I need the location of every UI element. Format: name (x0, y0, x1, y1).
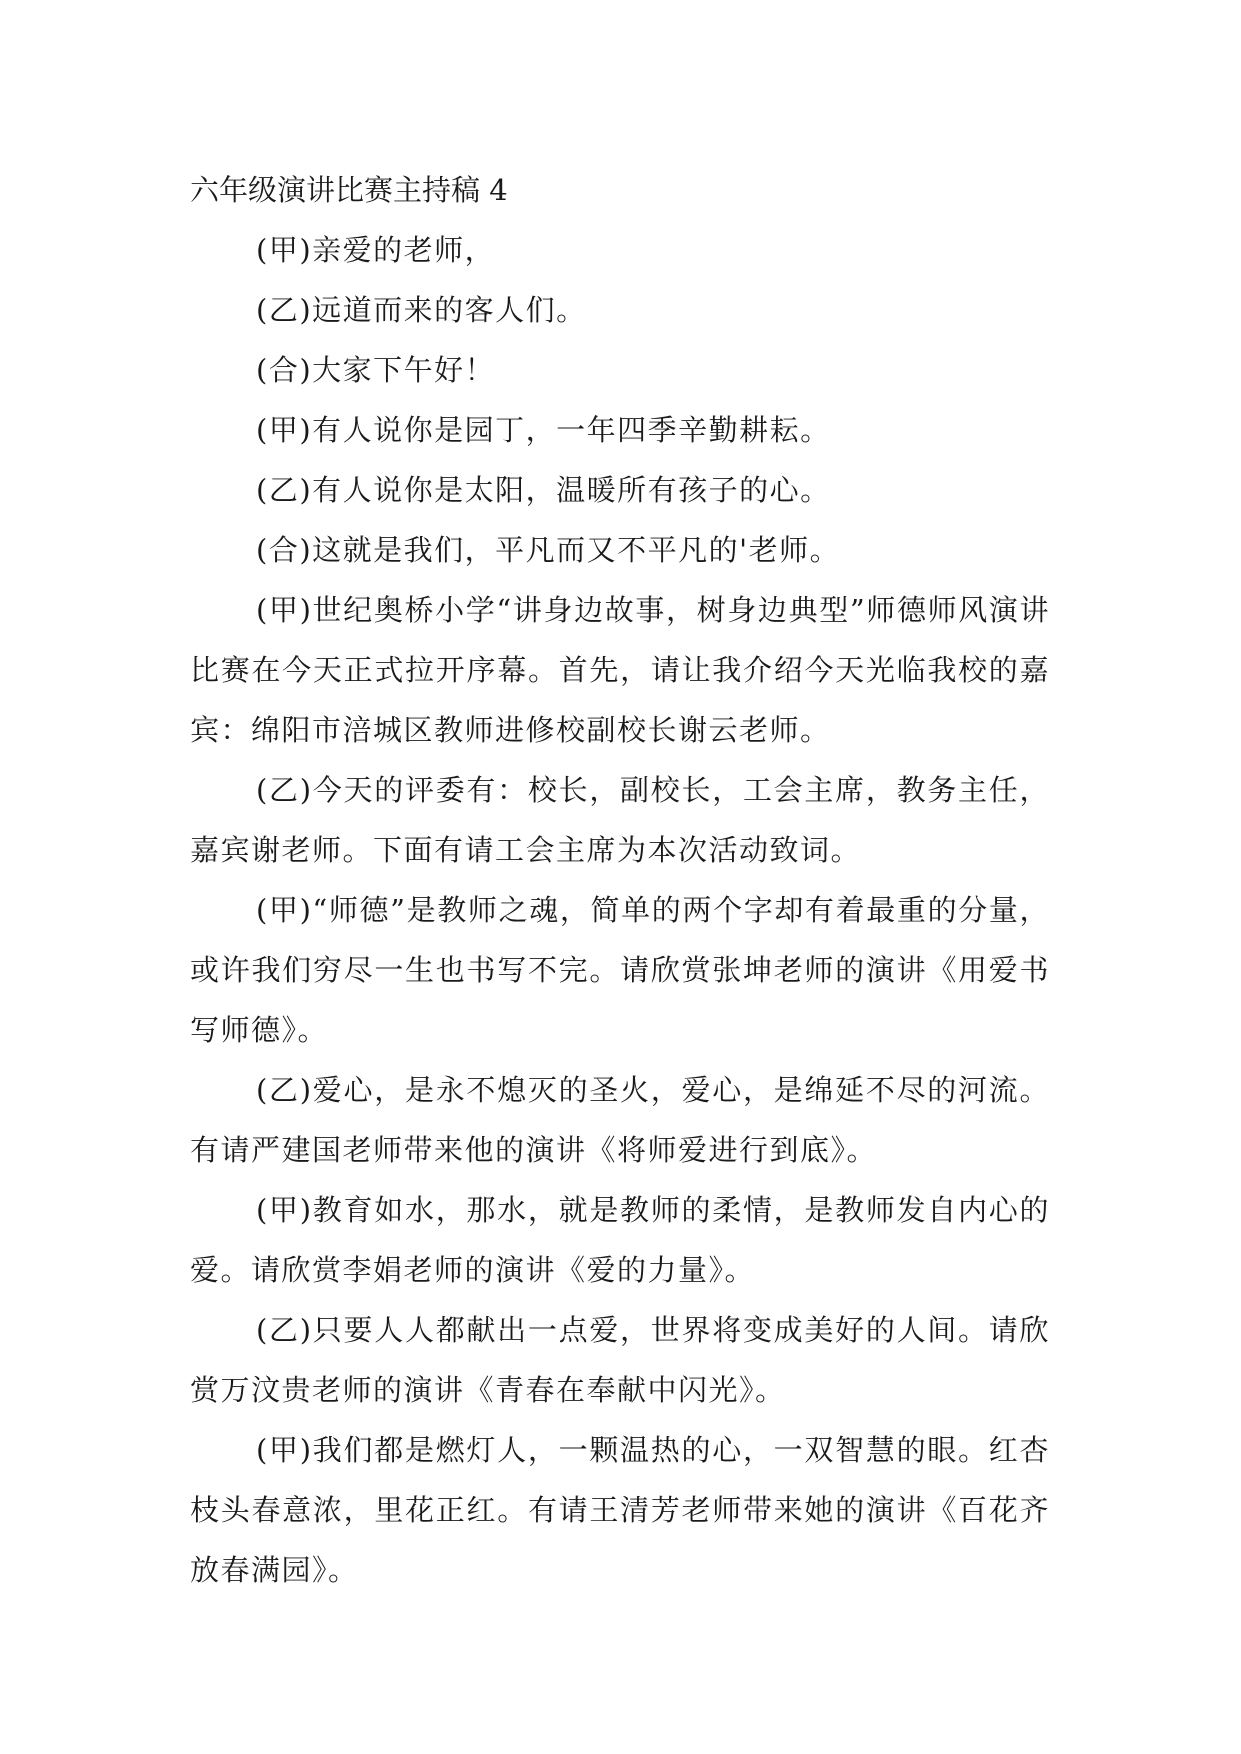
paragraph-3: (合)大家下午好！ (256, 353, 496, 387)
paragraph-1: (甲)亲爱的老师， (256, 233, 496, 267)
paragraph-10: (乙)爱心，是永不熄灭的圣火，爱心，是绵延不尽的河流。有请严建国老师带来他的演讲《将师爱进行到底》。 (190, 1073, 1050, 1167)
document-page (190, 160, 1050, 1600)
paragraph-11: (甲)教育如水，那水，就是教师的柔情，是教师发自内心的爱。请欣赏李娟老师的演讲《爱的力量》。 (190, 1193, 1050, 1287)
paragraph-7: (甲)世纪奥桥小学“讲身边故事，树身边典型”师德师风演讲比赛在今天正式拉开序幕。首先，请让我介绍今天光临我校的嘉宾：绵阳市涪城区教师进修校副校长谢云老师。 (190, 593, 1050, 747)
paragraph-13: (甲)我们都是燃灯人，一颗温热的心，一双智慧的眼。红杏枝头春意浓，里花正红。有请王清芳老师带来她的演讲《百花齐放春满园》。 (190, 1433, 1050, 1587)
paragraph-6: (合)这就是我们，平凡而又不平凡的'老师。 (256, 533, 841, 567)
paragraph-2: (乙)远道而来的客人们。 (256, 293, 587, 327)
paragraph-9: (甲)“师德”是教师之魂，简单的两个字却有着最重的分量，或许我们穷尽一生也书写不完。请欣赏张坤老师的演讲《用爱书写师德》。 (190, 893, 1050, 1047)
paragraph-8: (乙)今天的评委有：校长，副校长，工会主席，教务主任，嘉宾谢老师。下面有请工会主席为本次活动致词。 (190, 773, 1050, 867)
paragraph-12: (乙)只要人人都献出一点爱，世界将变成美好的人间。请欣赏万汶贵老师的演讲《青春在奉献中闪光》。 (190, 1313, 1050, 1407)
paragraph-5: (乙)有人说你是太阳，温暖所有孩子的心。 (256, 473, 831, 507)
paragraph-4: (甲)有人说你是园丁，一年四季辛勤耕耘。 (256, 413, 831, 447)
document-title: 六年级演讲比赛主持稿 4 (190, 173, 508, 207)
